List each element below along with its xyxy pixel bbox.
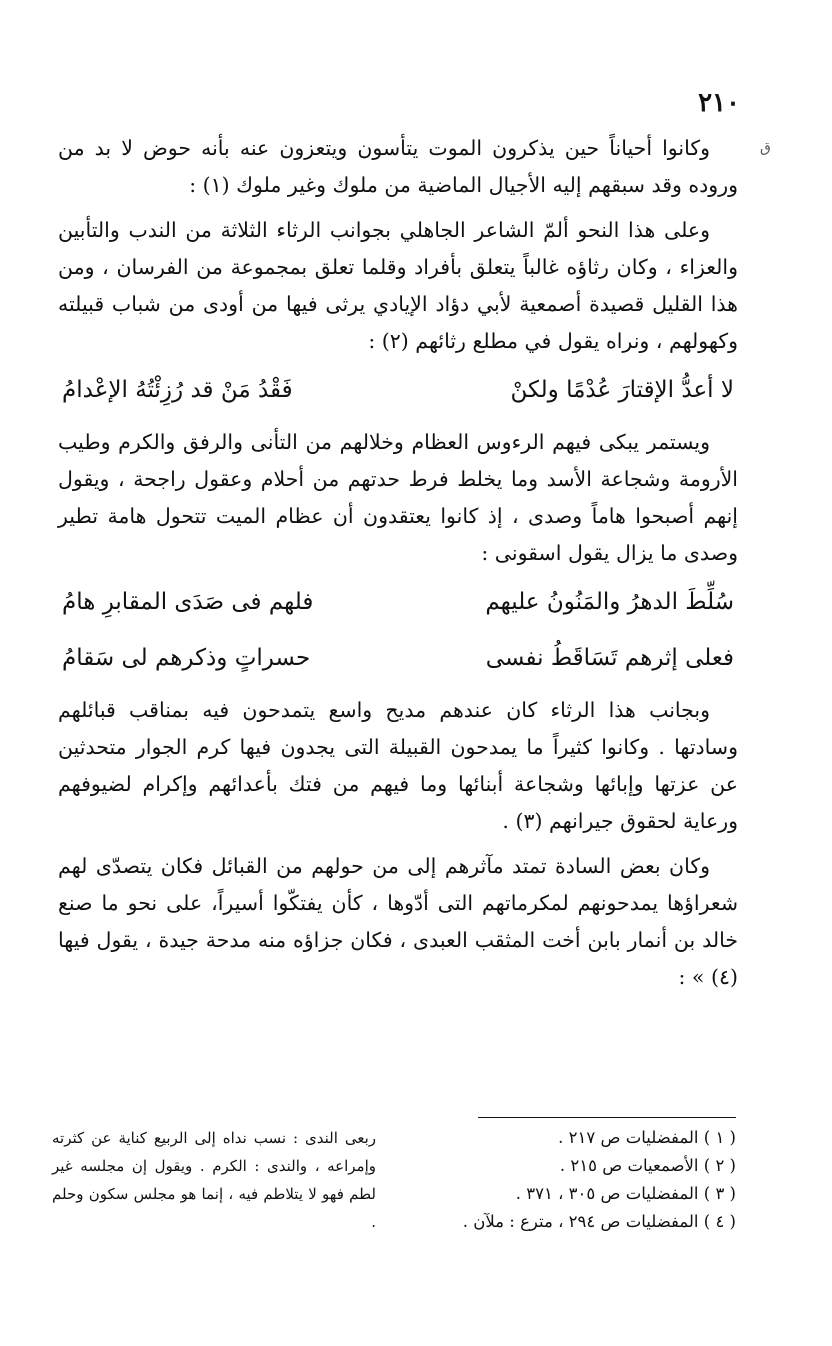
verse-1-first-hemistich: لا أعدُّ الإقتارَ عُدْمًا ولكنْ	[510, 377, 734, 403]
footnotes-list	[420, 1124, 736, 1236]
verse-3-first-hemistich: فعلى إثرهم تَسَاقَطُ نفسى	[485, 645, 734, 671]
page-number: ٢١٠	[698, 88, 740, 118]
verse-1	[58, 368, 738, 412]
verse-3-second-hemistich: حسراتٍ وذكرهم لى سَقامُ	[62, 645, 311, 671]
verse-2	[58, 580, 738, 624]
verse-2-first-hemistich: سُلِّطَ الدهرُ والمَنُونُ عليهم	[485, 589, 734, 615]
footnote-2: ( ٢ ) الأصمعيات ص ٢١٥ .	[559, 1156, 736, 1175]
paragraph-4: وبجانب هذا الرثاء كان عندهم مديح واسع يتمدحون فيه بمناقب قبائلهم وسادتها . وكانوا كثيراً ما يمدحون القبيلة التى يجدون فيها كرم الجوار متحدثين عن عزتها وإبائها وشجاعة أبنائها وما فيهم من فتك بأعدائهم وإكرام لضيوفهم ورعاية لحقوق جيرانهم (٣) .	[58, 698, 738, 833]
footnote-note: ربعى الندى : نسب نداه إلى الربيع كناية عن كثرته وإمراعه ، والندى : الكرم . ويقول إن مجلسه غير لطم فهو لا يتلاطم فيه ، إنما هو مجلس سكون وحلم .	[52, 1129, 376, 1231]
paragraph-3: ويستمر يبكى فيهم الرءوس العظام وخلالهم من التأنى والرفق والكرم وطيب الأرومة وشجاعة الأسد وما يخلط فرط حدتهم من أحلام وعقول راجحة ، ويقول إنهم أصبحوا هاماً وصدى ، إذ كانوا يعتقدون أن عظام الميت تتحول هامة تطير وصدى ما يزال يقول اسقونى :	[58, 430, 738, 565]
paragraph-1: وكانوا أحياناً حين يذكرون الموت يتأسون ويتعزون عنه بأنه حوض لا بد من وروده وقد سبقهم إليه الأجيال الماضية من ملوك وغير ملوك (١) :	[58, 136, 738, 197]
verse-3	[58, 636, 738, 680]
footnote-1: ( ١ ) المفضليات ص ٢١٧ .	[558, 1128, 736, 1147]
verse-1-second-hemistich: فَقْدُ مَنْ قد رُزِئْتُهُ الإعْدامُ	[62, 377, 293, 403]
footnote-divider	[478, 1117, 736, 1118]
paragraph-5: وكان بعض السادة تمتد مآثرهم إلى من حولهم من القبائل فكان يتصدّى لهم شعراؤها يمدحونهم لمكرماتهم التى أدّوها ، كأن يفتكّوا أسيراً، على نحو ما صنع خالد بن أنمار بابن أخت المثقب العبدى ، فكان جزاؤه منه مدحة جيدة ، يقول فيها (٤) » :	[58, 854, 738, 989]
footnote-3: ( ٣ ) المفضليات ص ٣٠٥ ، ٣٧١ .	[515, 1184, 736, 1203]
verse-2-second-hemistich: فلهم فى صَدَى المقابرِ هامُ	[62, 589, 314, 615]
margin-mark: ق	[760, 140, 771, 156]
body-text	[58, 130, 738, 1004]
paragraph-2: وعلى هذا النحو ألمّ الشاعر الجاهلي بجوانب الرثاء الثلاثة من الندب والتأبين والعزاء ، وكان رثاؤه غالباً يتعلق بأفراد وقلما تعلق بمجموعة من الفرسان ، ومن هذا القليل قصيدة أصمعية لأبي دؤاد الإيادي يرثى فيها من أودى من شباب قبيلته وكهولهم ، ونراه يقول في مطلع رثائهم (٢) :	[58, 218, 738, 353]
footnote-4: ( ٤ ) المفضليات ص ٢٩٤ ، مترع : ملآن .	[462, 1212, 736, 1231]
